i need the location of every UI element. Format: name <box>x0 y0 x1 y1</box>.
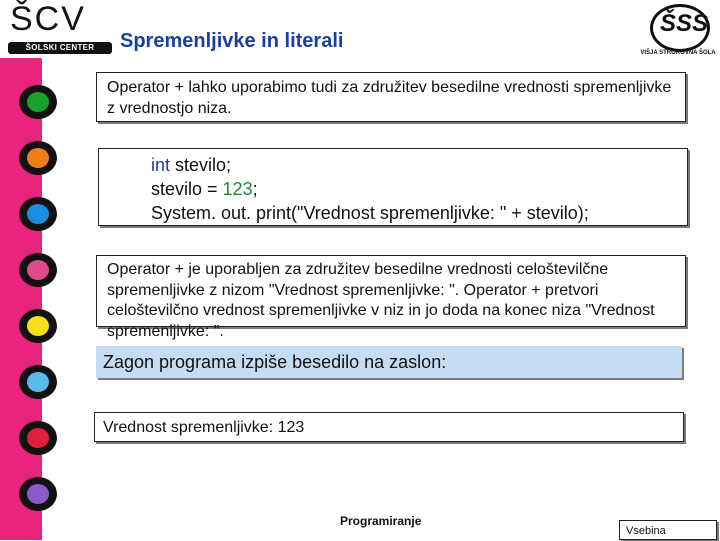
nav-dot-2[interactable] <box>19 141 57 175</box>
code-line-1 <box>151 153 687 177</box>
intro-text: Operator + lahko uporabimo tudi za združitev besedilne vrednosti spremenljivke z vrednostjo niza. <box>107 79 672 117</box>
logo-caption: ŠOLSKI CENTER VELENJE <box>25 43 95 64</box>
nav-dot-3[interactable] <box>19 197 57 231</box>
code-number: 123 <box>222 179 253 199</box>
explanation-text: Operator + je uporabljen za združitev besedilne vrednosti celoštevilčne spremenljivke z nizom "Vrednost spremenljivke: ". Operator + pretvori celoštevilčno vrednost spremenljivke v niz in jo doda na konec niza "Vrednost spremenljivke: ". <box>107 261 655 340</box>
nav-dot-fill <box>27 372 49 392</box>
nav-dot-fill <box>27 204 49 224</box>
logo-caption-bar <box>8 42 112 64</box>
slide-title: Spremenljivke in literali <box>120 30 344 52</box>
footer-course-title: Programiranje <box>340 514 422 528</box>
program-output: Vrednost spremenljivke: 123 <box>94 412 684 442</box>
intro-box <box>96 72 686 122</box>
nav-dot-6[interactable] <box>19 365 57 399</box>
nav-dot-8[interactable] <box>19 477 57 511</box>
nav-dot-1[interactable] <box>19 85 57 119</box>
nav-dot-fill <box>27 484 49 504</box>
school-logo <box>0 0 112 64</box>
code-line-2-end: ; <box>252 179 258 199</box>
nav-dot-fill <box>27 428 49 448</box>
nav-dot-4[interactable] <box>19 253 57 287</box>
nav-dot-5[interactable] <box>19 309 57 343</box>
contents-button[interactable]: Vsebina <box>619 520 717 540</box>
nav-dot-fill <box>27 316 49 336</box>
code-line-3: System. out. print("Vrednost spremenljivke: " + stevilo); <box>151 203 589 223</box>
explanation-box <box>96 255 686 340</box>
nav-dot-7[interactable] <box>19 421 57 455</box>
code-keyword: int <box>151 155 171 175</box>
code-line-2 <box>151 177 687 201</box>
code-line-2-lhs: stevilo = <box>151 179 223 199</box>
code-box <box>98 148 688 226</box>
code-line-1-rest: stevilo; <box>170 155 232 175</box>
college-logo <box>640 4 716 60</box>
nav-dot-fill <box>27 260 49 280</box>
nav-dot-fill <box>27 148 49 168</box>
college-logo-caption: VIŠJA STROKOVNA ŠOLA <box>640 50 716 56</box>
nav-dot-fill <box>27 92 49 112</box>
college-logo-mark: ŠSS <box>660 10 709 37</box>
logo-letters: ŠCV <box>10 0 86 38</box>
run-label: Zagon programa izpiše besedilo na zaslon: <box>96 346 682 378</box>
